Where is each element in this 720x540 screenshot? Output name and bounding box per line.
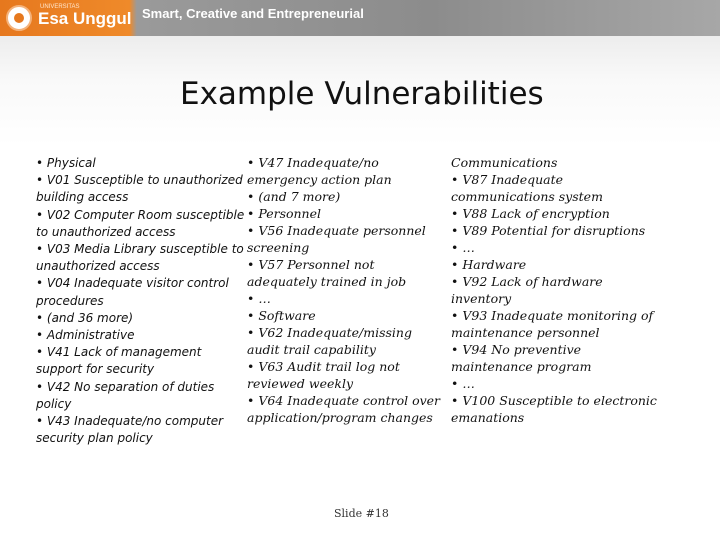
list-item: • V02 Computer Room susceptible to unauthorized access (36, 207, 245, 239)
list-item: • V41 Lack of management support for security (36, 345, 202, 377)
column-right (451, 154, 666, 426)
tagline: Smart, Creative and Entrepreneurial (142, 6, 364, 21)
list-item: • V100 Susceptible to electronic emanations (451, 393, 657, 425)
list-item: • … (451, 376, 475, 391)
list-item: • V01 Susceptible to unauthorized building access (36, 173, 243, 205)
list-item: • V56 Inadequate personnel screening (247, 223, 426, 255)
list-item: • V89 Potential for disruptions (451, 223, 646, 238)
list-item: • V87 Inadequate communications system (451, 172, 603, 204)
list-item: • Software (247, 308, 316, 323)
slide-number: Slide #18 (334, 507, 389, 520)
list-item: • Physical (36, 156, 96, 170)
list-item: • V93 Inadequate monitoring of maintenance personnel (451, 308, 654, 340)
list-item: • V57 Personnel not adequately trained in job (247, 257, 407, 289)
list-item: • V88 Lack of encryption (451, 206, 610, 221)
list-item: • V47 Inadequate/no emergency action plan (247, 155, 392, 187)
list-item: • … (247, 291, 271, 306)
list-item: • V42 No separation of duties policy (36, 379, 215, 411)
column-left (36, 155, 248, 447)
logo-emblem-icon (6, 5, 32, 31)
list-item: • Administrative (36, 328, 135, 343)
list-item: • (and 36 more) (36, 310, 134, 325)
list-item: • V03 Media Library susceptible to unauthorized access (36, 242, 244, 274)
list-item: • Hardware (451, 257, 527, 272)
university-logo (6, 3, 130, 33)
list-item: • V92 Lack of hardware inventory (451, 274, 603, 306)
slide-title: Example Vulnerabilities (180, 76, 544, 112)
header-bar (0, 0, 720, 36)
list-item: • V64 Inadequate control over application/program changes (247, 393, 441, 425)
list-item: • … (451, 240, 475, 255)
list-item: • V63 Audit trail log not reviewed weekly (247, 359, 400, 391)
logo-name: Esa Unggul (38, 9, 132, 28)
list-item: • V04 Inadequate visitor control procedures (36, 276, 229, 308)
list-item: • V43 Inadequate/no computer security plan policy (36, 414, 224, 446)
list-item: • V62 Inadequate/missing audit trail capability (247, 325, 412, 357)
list-item: Communications (451, 155, 558, 170)
list-item: • (and 7 more) (247, 189, 341, 204)
logo-small-text: UNIVERSITAS (40, 4, 80, 10)
list-item: • V94 No preventive maintenance program (451, 342, 592, 374)
column-middle (247, 154, 447, 426)
list-item: • Personnel (247, 206, 322, 221)
